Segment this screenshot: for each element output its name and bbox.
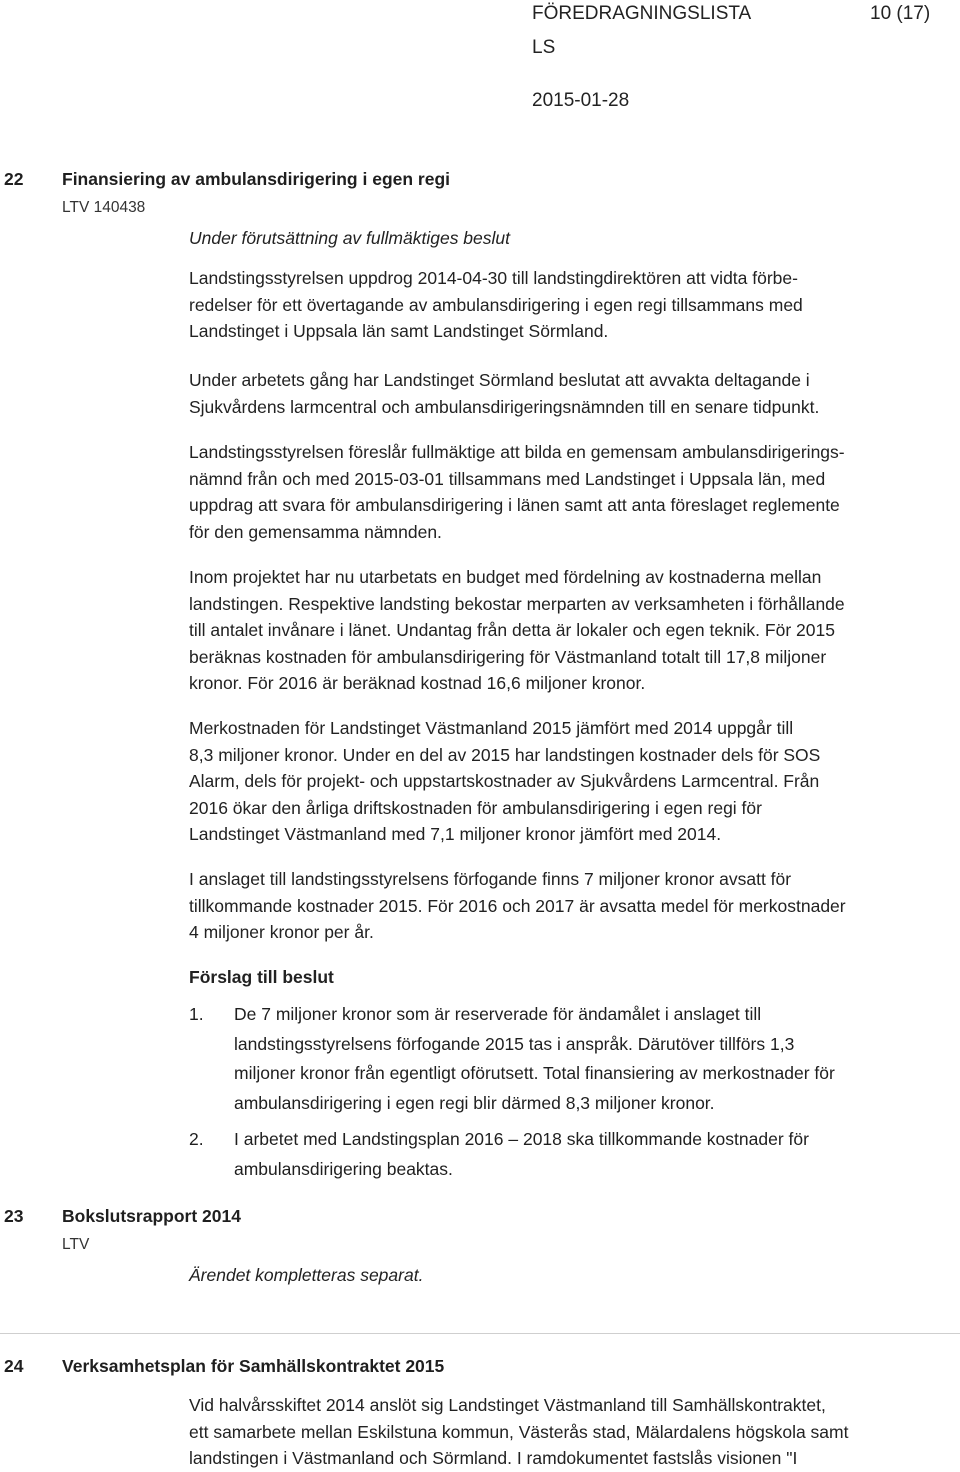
- proposal-number: 1.: [189, 1004, 204, 1024]
- item-22-title: Finansiering av ambulansdirigering i egen regi: [62, 169, 451, 189]
- item-23-number: 23: [4, 1206, 24, 1226]
- document-date: 2015-01-28: [532, 90, 630, 111]
- proposal-heading: Förslag till beslut: [189, 967, 334, 987]
- item-23-title: Bokslutsrapport 2014: [62, 1206, 241, 1226]
- paragraph: Landstingsstyrelsen uppdrog 2014-04-30 till landstingdirektören att vidta förbe- redelser för ett övertagande av ambulansdirigering i egen regi tillsammans med Landstinget i Uppsala län samt Landstinget Sörmland.: [189, 268, 803, 341]
- item-23-reference: LTV: [62, 1236, 90, 1253]
- organization: LS: [532, 37, 556, 58]
- document-type: FÖREDRAGNINGSLISTA: [532, 3, 752, 24]
- item-22-condition: Under förutsättning av fullmäktiges beslut: [189, 228, 510, 248]
- paragraph: Under arbetets gång har Landstinget Sörmland beslutat att avvakta deltagande i Sjukvårdens larmcentral och ambulansdirigeringsnämnden till en senare tidpunkt.: [189, 370, 820, 417]
- paragraph: Landstingsstyrelsen föreslår fullmäktige att bilda en gemensam ambulansdirigerings- nämnd från och med 2015-03-01 tillsammans med Landstinget i Uppsala län, med uppdrag att svara för ambulansdirigering i länen samt att anta föreslaget reglemente för den gemensamma nämnden.: [189, 442, 845, 542]
- item-23-note: Ärendet kompletteras separat.: [189, 1265, 424, 1285]
- proposal-number: 2.: [189, 1129, 204, 1149]
- paragraph: I anslaget till landstingsstyrelsens förfogande finns 7 miljoner kronor avsatt för tillkommande kostnader 2015. För 2016 och 2017 är avsatta medel för merkostnader 4 miljoner kronor per år.: [189, 869, 846, 942]
- paragraph: Merkostnaden för Landstinget Västmanland 2015 jämfört med 2014 uppgår till 8,3 miljoner kronor. Under en del av 2015 har landstingen kostnader dels för SOS Alarm, dels för projekt- och uppstartskostnader av Sjukvårdens Larmcentral. Från 2016 ökar den årliga driftskostnaden för ambulansdirigering i egen regi för Landstinget Västmanland med 7,1 miljoner kronor jämfört med 2014.: [189, 718, 821, 844]
- paragraph: Inom projektet har nu utarbetats en budget med fördelning av kostnaderna mellan landstingen. Respektive landsting bekostar merparten av verksamheten i förhållande till antalet invånare i länet. Undantag från detta är lokaler och egen teknik. För 2015 beräknas kostnaden för ambulansdirigering för Västmanland totalt till 17,8 miljoner kronor. För 2016 är beräknad kostnad 16,6 miljoner kronor.: [189, 567, 845, 693]
- paragraph: Vid halvårsskiftet 2014 anslöt sig Landstinget Västmanland till Samhällskontraktet, ett samarbete mellan Eskilstuna kommun, Västerås stad, Mälardalens högskola samt landstingen i Västmanland och Sörmland. I ramdokumentet fastslås visionen "I: [189, 1395, 849, 1468]
- proposal-item: De 7 miljoner kronor som är reserverade för ändamålet i anslaget till landstingsstyrelsens förfogande 2015 tas i anspråk. Därutöver tillförs 1,3 miljoner kronor från egentligt oförutsett. Total finansiering av merkostnader för ambulansdirigering i egen regi blir därmed 8,3 miljoner kronor.: [234, 1004, 835, 1113]
- item-24-number: 24: [4, 1356, 24, 1376]
- divider: [0, 1333, 960, 1334]
- item-22-number: 22: [4, 169, 24, 189]
- proposal-item: I arbetet med Landstingsplan 2016 – 2018 ska tillkommande kostnader för ambulansdirigering beaktas.: [234, 1129, 809, 1179]
- page-number: 10 (17): [870, 3, 931, 24]
- item-22-reference: LTV 140438: [62, 199, 146, 216]
- item-24-title: Verksamhetsplan för Samhällskontraktet 2015: [62, 1356, 445, 1376]
